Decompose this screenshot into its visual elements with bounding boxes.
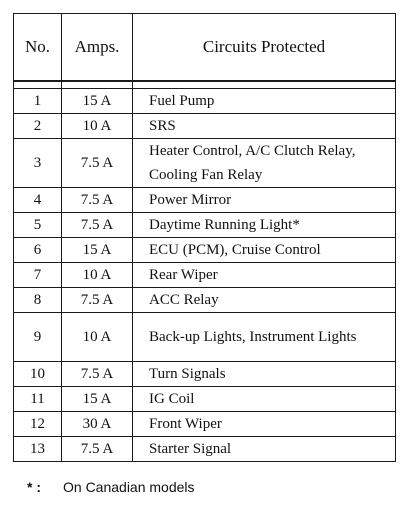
header-circuits: Circuits Protected	[133, 14, 396, 82]
table-row	[14, 437, 396, 462]
table-row	[14, 263, 396, 288]
table-row	[14, 313, 396, 362]
footnote-symbol: * :	[27, 479, 41, 495]
table-row	[14, 213, 396, 238]
header-spacer	[14, 81, 396, 89]
fuse-circuit: Daytime Running Light*	[133, 213, 396, 238]
table-row	[14, 362, 396, 387]
table-header	[14, 14, 396, 82]
table-row	[14, 114, 396, 139]
fuse-circuit: ECU (PCM), Cruise Control	[133, 238, 396, 263]
table-row	[14, 188, 396, 213]
fuse-circuit: ACC Relay	[133, 288, 396, 313]
table-row	[14, 387, 396, 412]
table-body	[14, 81, 396, 462]
fuse-circuit: Starter Signal	[133, 437, 396, 462]
fuse-circuit: Rear Wiper	[133, 263, 396, 288]
table-row	[14, 139, 396, 188]
fuse-circuit: Turn Signals	[133, 362, 396, 387]
fuse-circuit: IG Coil	[133, 387, 396, 412]
fuse-amps: 10 A	[62, 114, 133, 139]
fuse-number: 2	[14, 114, 62, 139]
fuse-number: 1	[14, 89, 62, 114]
fuse-number: 11	[14, 387, 62, 412]
fuse-amps: 7.5 A	[62, 213, 133, 238]
fuse-amps: 15 A	[62, 89, 133, 114]
fuse-amps: 10 A	[62, 263, 133, 288]
fuse-circuit: Heater Control, A/C Clutch Relay, Cooling Fan Relay	[133, 139, 396, 188]
fuse-amps: 7.5 A	[62, 437, 133, 462]
fuse-number: 6	[14, 238, 62, 263]
fuse-amps: 7.5 A	[62, 288, 133, 313]
fuse-amps: 10 A	[62, 313, 133, 362]
footnote-text: On Canadian models	[63, 479, 195, 495]
fuse-number: 7	[14, 263, 62, 288]
fuse-number: 13	[14, 437, 62, 462]
fuse-number: 4	[14, 188, 62, 213]
table-row	[14, 412, 396, 437]
fuse-table	[13, 13, 396, 462]
header-amps: Amps.	[62, 14, 133, 82]
fuse-circuit: Front Wiper	[133, 412, 396, 437]
fuse-amps: 15 A	[62, 238, 133, 263]
fuse-amps: 30 A	[62, 412, 133, 437]
table-row	[14, 288, 396, 313]
fuse-number: 3	[14, 139, 62, 188]
fuse-amps: 15 A	[62, 387, 133, 412]
fuse-circuit: SRS	[133, 114, 396, 139]
fuse-circuit: Power Mirror	[133, 188, 396, 213]
table-row	[14, 89, 396, 114]
fuse-number: 12	[14, 412, 62, 437]
fuse-number: 5	[14, 213, 62, 238]
footnote	[27, 479, 195, 495]
fuse-number: 10	[14, 362, 62, 387]
fuse-amps: 7.5 A	[62, 362, 133, 387]
fuse-circuit: Fuel Pump	[133, 89, 396, 114]
fuse-circuit: Back-up Lights, Instrument Lights	[133, 313, 396, 362]
fuse-number: 8	[14, 288, 62, 313]
fuse-amps: 7.5 A	[62, 188, 133, 213]
fuse-number: 9	[14, 313, 62, 362]
header-no: No.	[14, 14, 62, 82]
fuse-amps: 7.5 A	[62, 139, 133, 188]
table-row	[14, 238, 396, 263]
